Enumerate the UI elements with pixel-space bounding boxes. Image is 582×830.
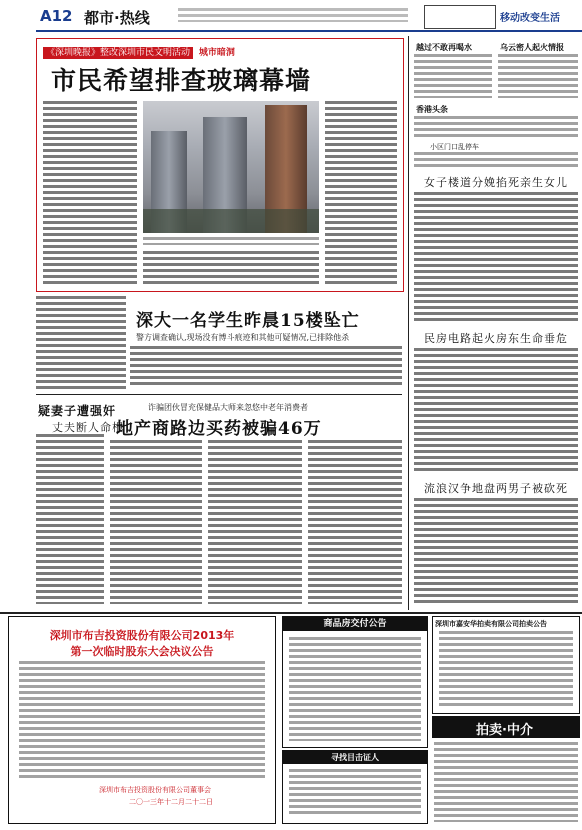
divorce-body bbox=[36, 434, 104, 604]
top-story-photo bbox=[143, 101, 319, 233]
right-item-1: 越过不敢再喝水 bbox=[416, 43, 472, 52]
mid-rule bbox=[36, 394, 402, 395]
right-item-4-body bbox=[414, 152, 578, 170]
property-sale-ad bbox=[282, 616, 428, 748]
auction-body bbox=[439, 631, 573, 707]
ad-body bbox=[19, 661, 265, 779]
section-title: 都市·热线 bbox=[84, 9, 150, 27]
fraud-body-col3 bbox=[308, 440, 402, 604]
left-brief-column bbox=[36, 296, 126, 392]
suicide-subheadline: 警方调查确认,现场没有博斗痕迹和其他可疑情况,已排除他杀 bbox=[136, 333, 350, 342]
ads-top-rule bbox=[0, 612, 582, 614]
masthead bbox=[0, 0, 582, 30]
auction-ad bbox=[432, 616, 580, 714]
ad-title-line2: 第一次临时股东大会决议公告 bbox=[70, 645, 214, 658]
fraud-kicker: 诈骗团伙冒充保健品大师来忽悠中老年消费者 bbox=[148, 403, 308, 412]
fraud-headline: 地产商路边买药被骗46万 bbox=[116, 419, 322, 439]
masthead-small-print bbox=[178, 8, 408, 22]
vagrant-headline: 流浪汉争地盘两男子被砍死 bbox=[424, 482, 568, 495]
page-number: A12 bbox=[40, 7, 73, 25]
top-story-body-right bbox=[325, 101, 397, 285]
lost-notice-ad bbox=[282, 750, 428, 824]
property-sale-title: 商品房交付公告 bbox=[283, 617, 427, 631]
kicker-tag: 城市暗洞 bbox=[198, 48, 235, 58]
top-story-headline: 市民希望排查玻璃幕墙 bbox=[51, 66, 312, 95]
property-sale-body bbox=[289, 637, 421, 741]
right-item-1-body bbox=[414, 54, 492, 98]
lost-notice-title: 寻找目击证人 bbox=[283, 751, 427, 764]
top-story-body-under-photo bbox=[143, 251, 319, 285]
ad-signature: 深圳市布吉投资股份有限公司董事会 bbox=[99, 786, 211, 794]
photo-caption bbox=[143, 237, 319, 245]
divorce-headline-line1: 疑妻子遭强奸 bbox=[38, 404, 117, 418]
masthead-banner: 移动改变生活 bbox=[500, 13, 560, 24]
woman-fall-headline: 女子楼道分娩掐死亲生女儿 bbox=[424, 176, 568, 189]
ad-date: 二〇一三年十二月二十二日 bbox=[129, 798, 213, 806]
auction-brand-bar bbox=[432, 716, 580, 738]
ad-title-line1: 深圳市布吉投资股份有限公司2013年 bbox=[49, 629, 235, 642]
divorce-headline bbox=[38, 402, 124, 435]
right-item-3: 香港头条 bbox=[416, 105, 448, 114]
right-column-divider bbox=[408, 36, 409, 610]
suicide-headline: 深大一名学生昨晨15楼坠亡 bbox=[136, 311, 360, 331]
auction-brand: 拍卖·中介 bbox=[476, 723, 533, 738]
top-story-kicker bbox=[43, 45, 235, 58]
fraud-body-col2 bbox=[208, 440, 302, 604]
classified-listings bbox=[434, 742, 578, 822]
suicide-body bbox=[130, 346, 402, 388]
top-story-box bbox=[36, 38, 404, 292]
divorce-headline-line2: 丈夫断人命根 bbox=[52, 421, 124, 434]
right-item-3-body bbox=[414, 116, 578, 138]
photo-foreground bbox=[143, 209, 319, 233]
woman-fall-body bbox=[414, 192, 578, 324]
vagrant-body bbox=[414, 498, 578, 606]
masthead-logo bbox=[424, 5, 496, 29]
auction-title: 深圳市嘉安华拍卖有限公司拍卖公告 bbox=[435, 620, 547, 628]
right-item-4: 小区门口乱停车 bbox=[430, 143, 479, 151]
right-item-2-body bbox=[498, 54, 578, 98]
right-item-2: 乌云密人起火情报 bbox=[500, 43, 564, 52]
lost-notice-body bbox=[289, 769, 421, 817]
fire-body bbox=[414, 348, 578, 472]
masthead-rule bbox=[36, 30, 582, 32]
shareholder-notice-ad bbox=[8, 616, 276, 824]
kicker-text: 《深圳晚报》整改深圳市民文明活动 bbox=[43, 47, 193, 59]
fraud-body-col1 bbox=[110, 440, 202, 604]
top-story-body-left bbox=[43, 101, 137, 285]
fire-headline: 民房电路起火房东生命垂危 bbox=[424, 332, 568, 345]
